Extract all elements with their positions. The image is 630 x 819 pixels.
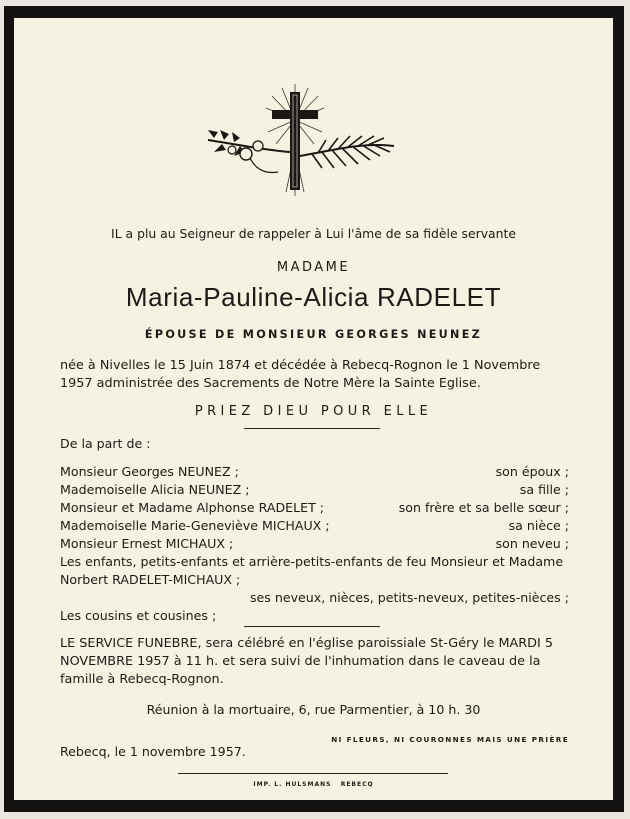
place-date: Rebecq, le 1 novembre 1957. xyxy=(60,744,246,759)
meeting-line: Réunion à la mortuaire, 6, rue Parmentier, à 10 h. 30 xyxy=(146,702,481,717)
mourning-card-border xyxy=(4,6,624,812)
details-line-2: 1957 administrée des Sacrements de Notre Mère la Sainte Eglise. xyxy=(60,376,481,391)
family-relation-1: son époux ; xyxy=(495,464,569,479)
family-relation-5: son neveu ; xyxy=(495,536,569,551)
title-prefix: MADAME xyxy=(276,260,351,275)
service-line-1: LE SERVICE FUNEBRE, sera célébré en l'église paroissiale St-Géry le MARDI 5 xyxy=(60,636,554,651)
cross-emblem-icon xyxy=(194,80,399,200)
children-line-2: Norbert RADELET-MICHAUX ; xyxy=(60,572,241,587)
service-line-2: NOVEMBRE 1957 à 11 h. et sera suivi de l'inhumation dans le caveau de la xyxy=(60,654,541,669)
spouse-line: ÉPOUSE DE MONSIEUR GEORGES NEUNEZ xyxy=(144,328,483,341)
divider-1 xyxy=(244,428,380,429)
children-line-1: Les enfants, petits-enfants et arrière-petits-enfants de feu Monsieur et Madame xyxy=(60,554,564,569)
cousins-line: Les cousins et cousines ; xyxy=(60,608,217,623)
family-name-2: Mademoiselle Alicia NEUNEZ ; xyxy=(60,482,250,497)
family-name-1: Monsieur Georges NEUNEZ ; xyxy=(60,464,239,479)
family-relation-3: son frère et sa belle sœur ; xyxy=(398,500,569,515)
no-flowers-line: NI FLEURS, NI COURONNES MAIS UNE PRIÈRE xyxy=(331,735,569,744)
details-line-1: née à Nivelles le 15 Juin 1874 et décédée à Rebecq-Rognon le 1 Novembre xyxy=(60,358,541,373)
prayer-line: PRIEZ DIEU POUR ELLE xyxy=(194,404,433,419)
family-relation-2: sa fille ; xyxy=(519,482,569,497)
family-relation-4: sa nièce ; xyxy=(508,518,569,533)
divider-3 xyxy=(178,773,448,774)
from-label: De la part de : xyxy=(60,436,151,451)
deceased-name: Maria-Pauline-Alicia RADELET xyxy=(125,282,502,312)
divider-2 xyxy=(244,626,380,627)
family-name-4: Mademoiselle Marie-Geneviève MICHAUX ; xyxy=(60,518,330,533)
nephews-line: ses neveux, nièces, petits-neveux, petites-nièces ; xyxy=(250,590,569,605)
family-name-5: Monsieur Ernest MICHAUX ; xyxy=(60,536,234,551)
intro-text: IL a plu au Seigneur de rappeler à Lui l'âme de sa fidèle servante xyxy=(111,226,516,241)
family-name-3: Monsieur et Madame Alphonse RADELET ; xyxy=(60,500,325,515)
printer-imprint: IMP. L. HULSMANS REBECQ xyxy=(253,781,374,788)
service-line-3: famille à Rebecq-Rognon. xyxy=(60,672,224,687)
mourning-card xyxy=(14,18,613,800)
